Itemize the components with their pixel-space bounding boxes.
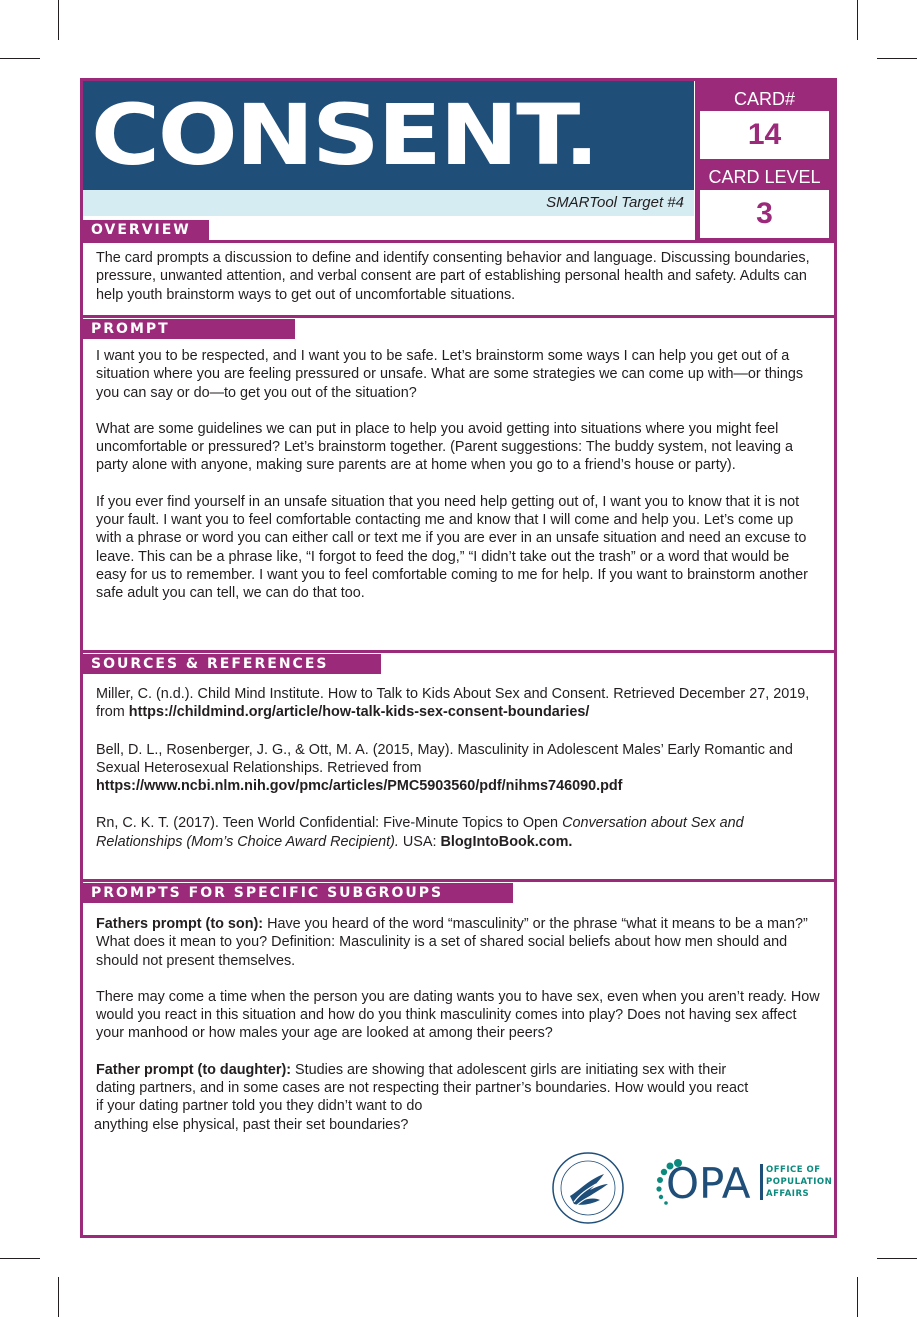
prompt-paragraph: I want you to be respected, and I want you to be safe. Let’s brainstorm some ways I can help you get out of a situation where you are feeling pressured or unsafe. What are some strategies we can come up with—or things you can say or do—to get you out of the situation?: [96, 348, 804, 401]
reference-italic: Conversation about Sex and Relationships (Mom’s Choice Award Recipient).: [96, 815, 744, 850]
prompt-text: [96, 347, 821, 603]
opa-divider: [760, 1164, 763, 1200]
subgroups-heading: PROMPTS FOR SPECIFIC SUBGROUPS: [83, 883, 513, 903]
hhs-seal-logo: [550, 1150, 626, 1226]
prompt-label: Father prompt (to daughter):: [96, 1061, 292, 1078]
crop-mark: [0, 58, 40, 59]
subgroup-paragraph: [96, 915, 821, 970]
prompt-heading: PROMPT: [83, 319, 295, 339]
reference-link[interactable]: https://www.ncbi.nlm.nih.gov/pmc/articles/PMC5903560/pdf/nihms746090.pdf: [96, 778, 623, 795]
card-level: 3: [700, 190, 829, 238]
sources-list: [96, 685, 821, 851]
crop-mark: [857, 0, 858, 40]
section-rule: [83, 650, 834, 653]
reference-item: [96, 741, 821, 796]
opa-name: [766, 1164, 832, 1200]
opa-name-line: AFFAIRS: [766, 1189, 810, 1199]
section-rule: [83, 240, 834, 243]
opa-name-line: POPULATION: [766, 1177, 833, 1187]
reference-text: Miller, C. (n.d.). Child Mind Institute. How to Talk to Kids About Sex and Consent. Retrieved December 27, 2019, from: [96, 686, 810, 721]
reference-link[interactable]: BlogIntoBook.com.: [440, 833, 573, 850]
card-level-label: CARD LEVEL: [708, 167, 821, 187]
card-info-panel: [695, 81, 834, 241]
card-number: 14: [700, 111, 829, 159]
subgroups-text: [96, 915, 821, 1134]
section-rule: [83, 315, 834, 318]
card-number-label: CARD#: [733, 89, 795, 109]
consent-card: [80, 78, 837, 1238]
prompt-body: Have you heard of the word “masculinity” or the phrase “what it means to be a man?” What does it mean to you? Definition: Masculinity is a set of shared social beliefs about how men should and should not present themselves.: [96, 916, 808, 969]
prompt-paragraph: If you ever find yourself in an unsafe situation that you need help getting out of, I want you to know that it is not your fault. I want you to feel comfortable contacting me and know that I will come and help you. Let’s come up with a phrase or word you can either call or text me if you are ever in an unsafe situation and need an excuse to leave. This can be a phrase like, “I forgot to feed the dog,” “I didn’t take out the trash” or a word that would be easy for us to remember. I want you to feel comfortable coming to me for help. If you want to brainstorm another safe adult you can tell, we can do that too.: [96, 493, 808, 602]
section-rule: [83, 879, 834, 882]
overview-text: [96, 249, 821, 304]
subgroup-paragraph: [96, 1061, 756, 1116]
title-banner: [83, 81, 694, 190]
sources-heading: SOURCES & REFERENCES: [83, 654, 381, 674]
subgroup-paragraph: There may come a time when the person you are dating wants you to have sex, even when you aren’t ready. How would you react in this situation and how do you think masculinity comes into play? Does not having sex affect your manhood or how males your age are looked at among their peers?: [96, 988, 820, 1042]
reference-link[interactable]: https://childmind.org/article/how-talk-kids-sex-consent-boundaries/: [128, 704, 590, 721]
smartool-target: SMARTool Target #4: [546, 194, 684, 211]
card-title: CONSENT.: [91, 86, 598, 184]
reference-item: [96, 685, 821, 722]
crop-mark: [58, 1277, 59, 1317]
reference-text: USA:: [398, 833, 441, 850]
crop-mark: [857, 1277, 858, 1317]
overview-heading: OVERVIEW: [83, 220, 209, 240]
overview-paragraph: The card prompts a discussion to define and identify consenting behavior and language. Discussing boundaries, pressure, unwanted attention, and verbal consent are part of establishing personal health and safety. Adults can help youth brainstorm ways to get out of uncomfortable situations.: [96, 250, 810, 303]
crop-mark: [877, 1258, 917, 1259]
opa-name-line: OFFICE OF: [766, 1165, 821, 1175]
crop-mark: [0, 1258, 40, 1259]
subgroup-paragraph-tail: anything else physical, past their set boundaries?: [94, 1116, 409, 1133]
target-band: [83, 190, 694, 216]
crop-mark: [877, 58, 917, 59]
prompt-body: Studies are showing that adolescent girls are initiating sex with their dating partners, and in some cases are not respecting their partner’s boundaries. How would you react if your dating partner told you they didn’t want to do: [96, 1061, 749, 1115]
prompt-label: Fathers prompt (to son):: [96, 916, 264, 932]
reference-item: [96, 814, 821, 851]
prompt-paragraph: What are some guidelines we can put in place to help you avoid getting into situations where you might feel uncomfortable or pressured? Let’s brainstorm together. (Parent suggestions: The buddy system, not leaving a party alone with anyone, making sure parents are at home when you go to a friend’s house or party).: [96, 420, 794, 474]
opa-wordmark: OPA: [666, 1159, 751, 1208]
reference-text: Rn, C. K. T. (2017). Teen World Confidential: Five-Minute Topics to Open: [96, 815, 563, 832]
crop-mark: [58, 0, 59, 40]
reference-text: Bell, D. L., Rosenberger, J. G., & Ott, M. A. (2015, May). Masculinity in Adolescent Males’ Early Romantic and Sexual Heterosexual Relationships. Retrieved from: [96, 741, 793, 776]
eagle-icon: [550, 1150, 626, 1226]
